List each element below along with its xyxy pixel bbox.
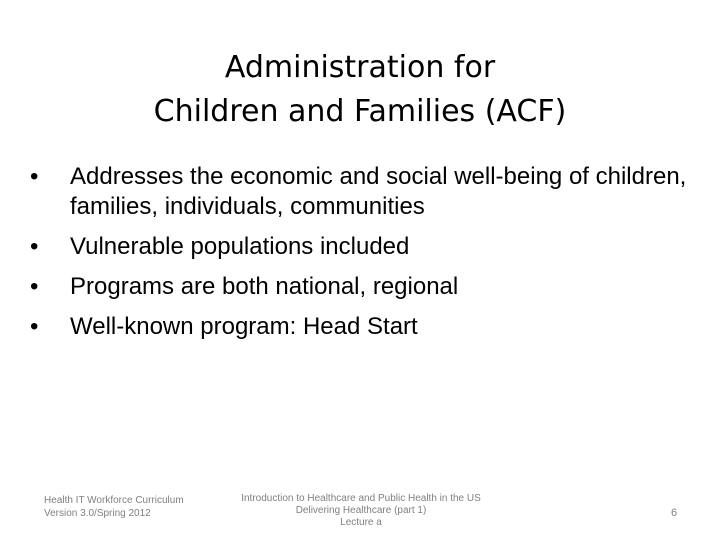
bullet-dot-icon: • (30, 233, 39, 260)
footer-lecture-line: Lecture a (340, 517, 382, 528)
slide-title (60, 46, 660, 134)
bullet-dot-icon: • (30, 273, 39, 300)
bullet-item (30, 162, 710, 222)
page-number: 6 (670, 507, 678, 519)
bullet-text: Programs are both national, regional (70, 273, 459, 300)
bullet-item (30, 272, 710, 302)
bullet-text: Well-known program: Head Start (70, 313, 418, 340)
bullet-item (30, 312, 710, 342)
bullet-dot-icon: • (30, 313, 39, 340)
footer-course (230, 493, 492, 529)
title-line-1: Administration for (224, 50, 496, 86)
bullet-text: Addresses the economic and social well-being of children, families, individuals, communities (70, 163, 687, 220)
bullet-item (30, 232, 710, 262)
footer-curriculum-line: Health IT Workforce Curriculum (44, 495, 184, 506)
footer-version-line: Version 3.0/Spring 2012 (44, 508, 151, 519)
bullet-dot-icon: • (30, 163, 39, 190)
bullet-list (30, 162, 710, 352)
footer-unit-line: Delivering Healthcare (part 1) (295, 505, 427, 516)
footer-curriculum (44, 494, 184, 520)
bullet-text: Vulnerable populations included (70, 233, 410, 260)
footer-course-line: Introduction to Healthcare and Public Health in the US (241, 493, 481, 504)
title-line-2: Children and Families (ACF) (153, 94, 567, 130)
